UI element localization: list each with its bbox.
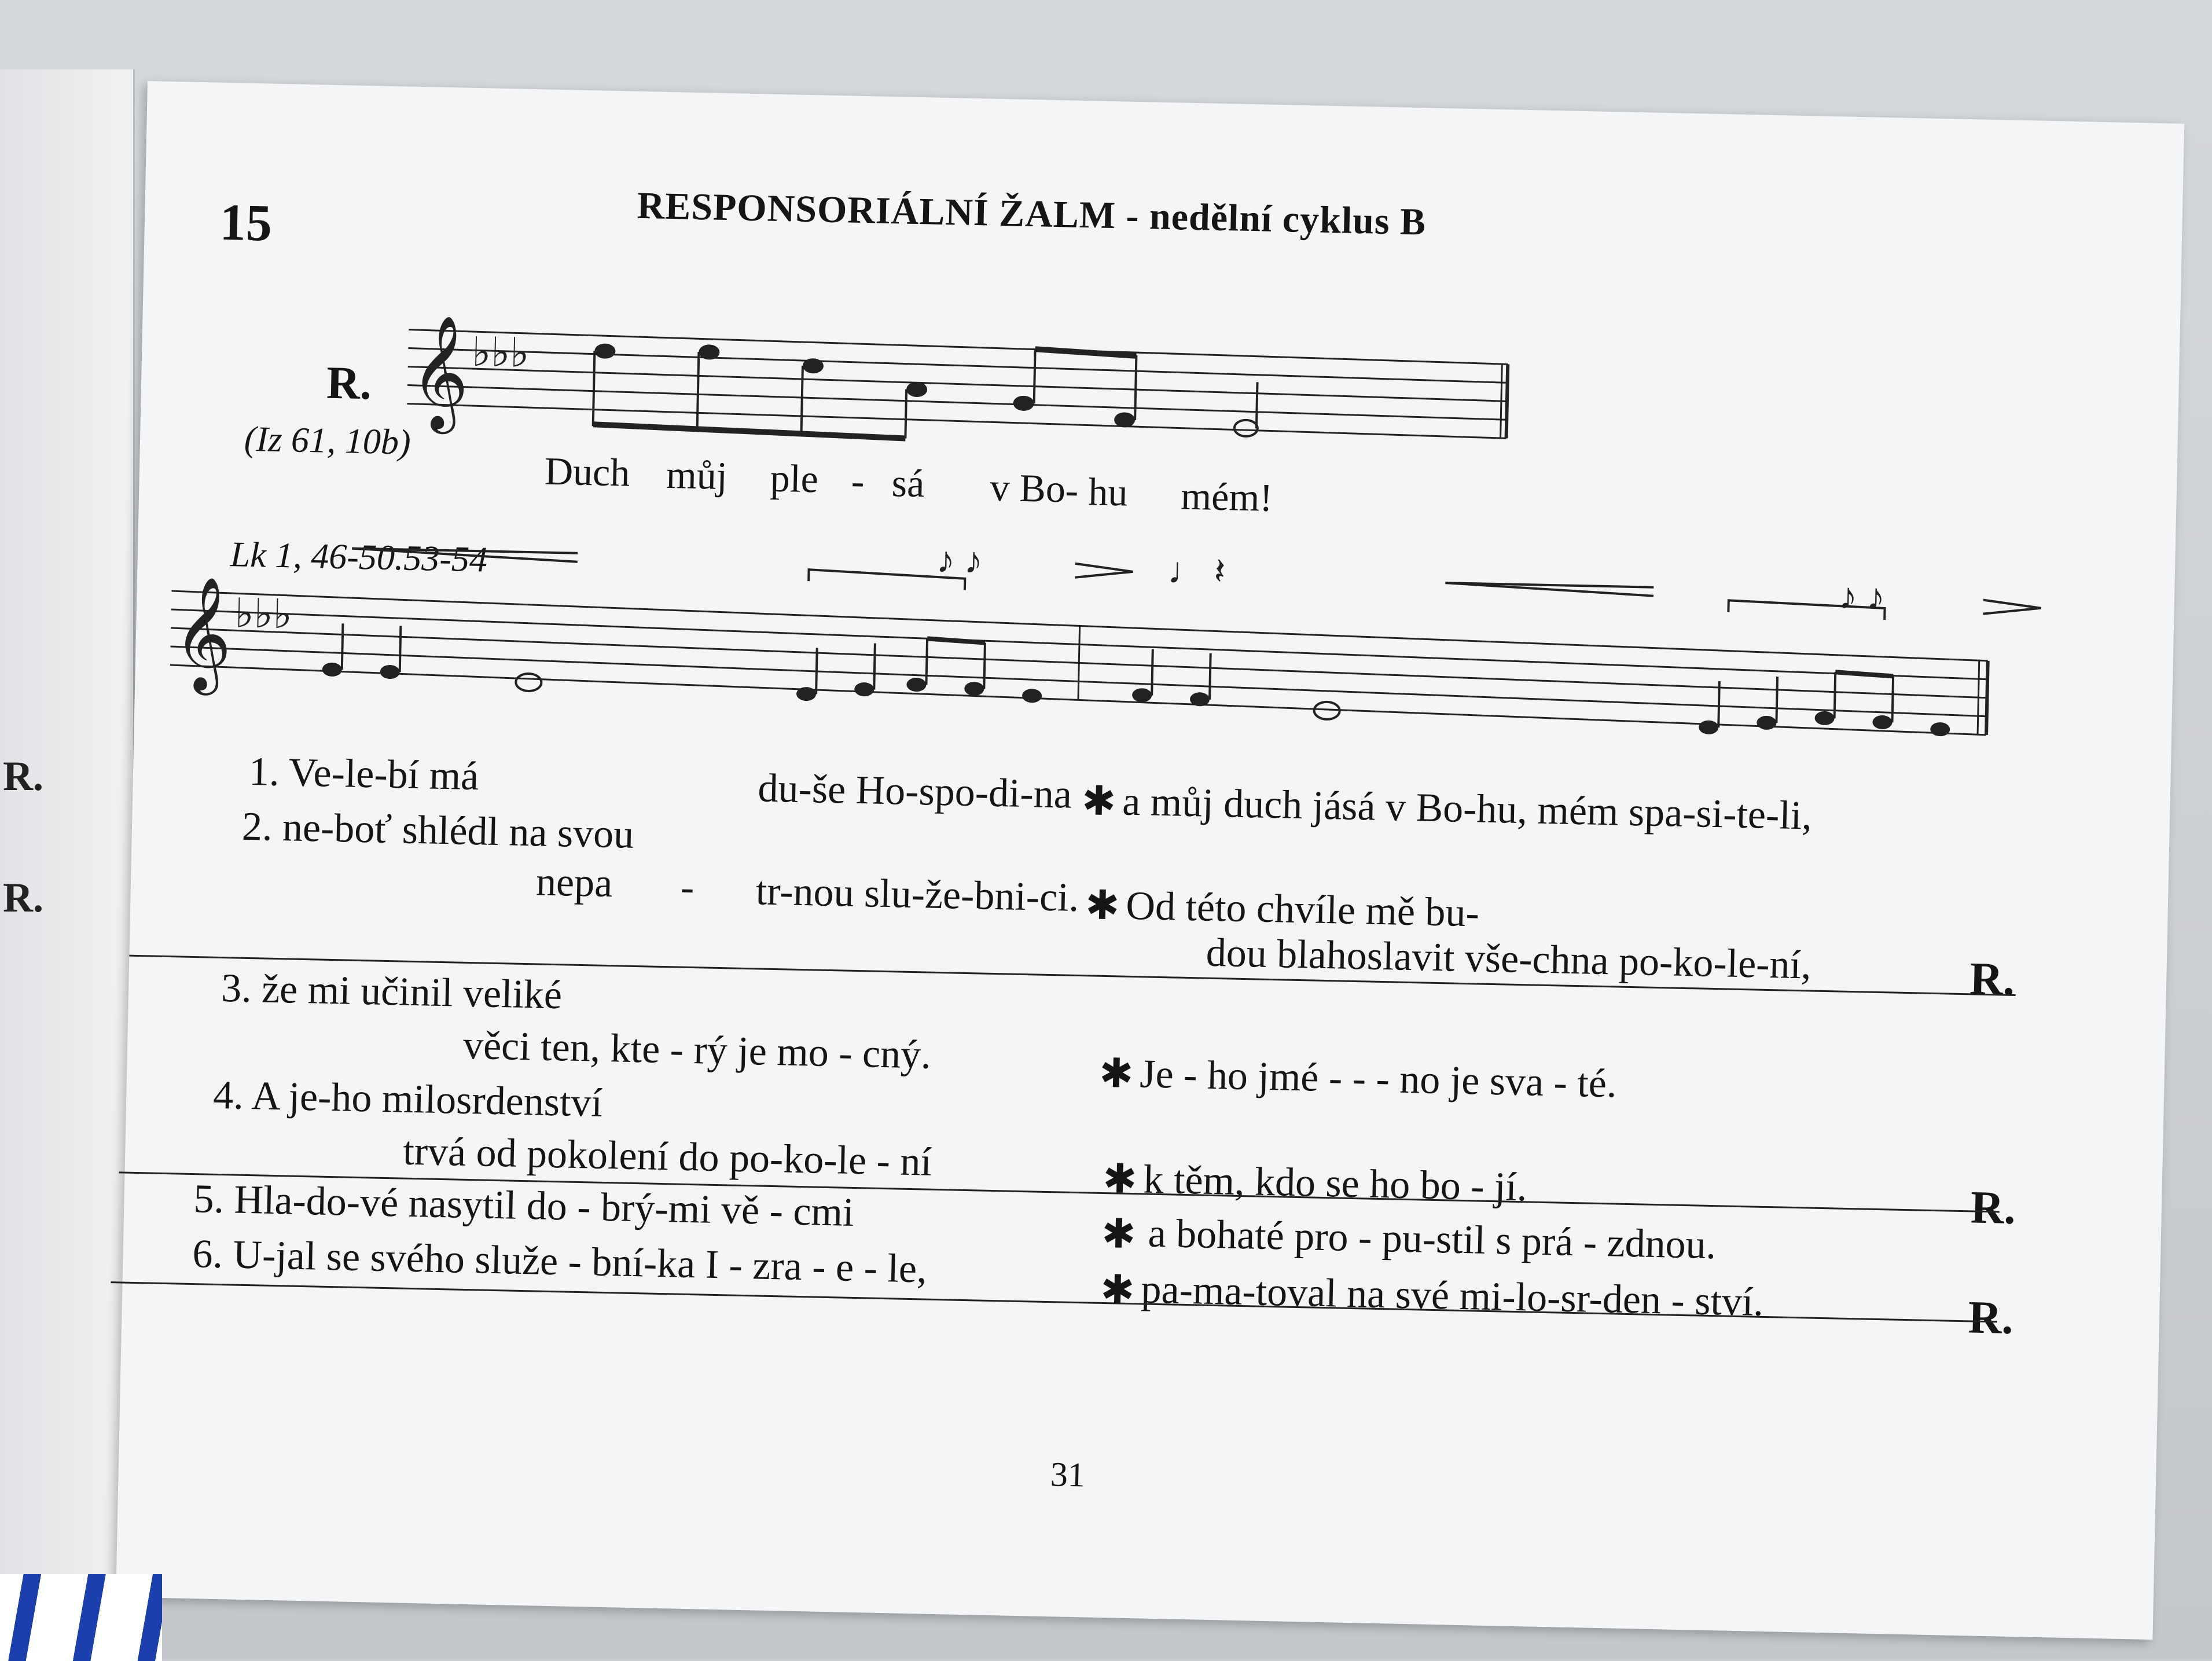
svg-text:♭♭♭: ♭♭♭ — [234, 591, 293, 638]
page-number: 31 — [1050, 1455, 1086, 1494]
verse-5: 5. Hla-do-vé nasytil do - brý-mi vě - cmi — [193, 1177, 855, 1235]
verse-star: ✱ — [1085, 883, 1120, 929]
svg-text:𝄞: 𝄞 — [172, 575, 233, 692]
bookmark-ribbon — [0, 1574, 162, 1661]
verse-star: ✱ — [1081, 779, 1116, 825]
verse-2-middle: tr-nou slu-že-bni-ci. — [755, 869, 1080, 921]
verse-dash: - — [680, 865, 695, 910]
verse-3-end: Je - ho jmé - - - no je sva - té. — [1139, 1052, 1618, 1107]
verse-6-end: pa-ma-toval na své mi-lo-sr-den - ství. — [1140, 1267, 1764, 1325]
response-lyric-syllable: hu — [1087, 469, 1129, 515]
verse-1-middle: du-še Ho-spo-di-na — [757, 766, 1072, 817]
response-marker: R. — [1970, 1182, 2016, 1234]
verse-2-line-b: nepa — [535, 859, 613, 906]
verse-2-start: 2. ne-boť shlédl na svou — [241, 804, 635, 857]
book-page — [116, 81, 2184, 1640]
verse-6: 6. U-jal se svého služe - bní-ka I - zra - e - le, — [192, 1232, 928, 1292]
response-lyric-syllable: - — [851, 458, 865, 504]
verse-3-start: 3. že mi učinil veliké — [221, 966, 563, 1018]
verse-star: ✱ — [1101, 1211, 1137, 1258]
psalm-title: RESPONSORIÁLNÍ ŽALM - nedělní cyklus B — [636, 184, 1427, 244]
verse-4-line-b: trvá od pokolení do po-ko-le - ní — [402, 1129, 932, 1185]
response-lyric-syllable: ple — [770, 455, 819, 501]
response-lyric-syllable: můj — [666, 452, 728, 498]
verse-star: ✱ — [1102, 1156, 1138, 1203]
response-lyric-syllable: Duch — [544, 449, 631, 495]
response-lyric-syllable: mém! — [1180, 473, 1273, 520]
svg-text:♭♭♭: ♭♭♭ — [471, 330, 530, 376]
svg-text:♩ 𝄽: ♩ 𝄽 — [1167, 550, 1226, 593]
verse-star: ✱ — [1100, 1267, 1136, 1314]
left-page-response-mark: R. — [3, 753, 43, 799]
psalm-tone-source: Lk 1, 46-50.53-54 — [230, 535, 488, 580]
psalm-number: 15 — [219, 193, 273, 252]
svg-text:♪ ♪: ♪ ♪ — [1838, 575, 1886, 618]
verse-star: ✱ — [1098, 1051, 1134, 1097]
response-marker: R. — [1969, 953, 2015, 1005]
response-lyric-syllable: - — [1064, 468, 1079, 512]
verse-2-end: Od této chvíle mě bu- — [1125, 883, 1480, 936]
response-marker: R. — [1968, 1292, 2014, 1344]
svg-text:♪ ♪: ♪ ♪ — [936, 539, 983, 582]
verse-5-end: a bohaté pro - pu-stil s prá - zdnou. — [1147, 1211, 1717, 1268]
verse-2-line-c: dou blahoslavit vše-chna po-ko-le-ní, — [1206, 930, 1812, 988]
verse-4-start: 4. A je-ho milosrdenství — [212, 1072, 603, 1126]
response-lyric-syllable: sá — [891, 461, 925, 506]
response-staff — [406, 314, 1531, 458]
verse-4-end: k těm, kdo se ho bo - jí. — [1142, 1157, 1528, 1210]
svg-text:𝄞: 𝄞 — [409, 314, 471, 430]
verse-1-start: 1. Ve-le-bí má — [248, 749, 479, 799]
response-lyric-syllable: v Bo — [989, 465, 1066, 511]
response-symbol: R. — [326, 357, 372, 410]
left-page-edge — [0, 69, 135, 1597]
left-page-response-mark: R. — [3, 874, 43, 921]
verse-3-line-b: věci ten, kte - rý je mo - cný. — [462, 1023, 932, 1078]
verse-1-end: a můj duch jásá v Bo-hu, mém spa-si-te-li, — [1122, 779, 1813, 839]
response-source: (Iz 61, 10b) — [244, 419, 411, 462]
